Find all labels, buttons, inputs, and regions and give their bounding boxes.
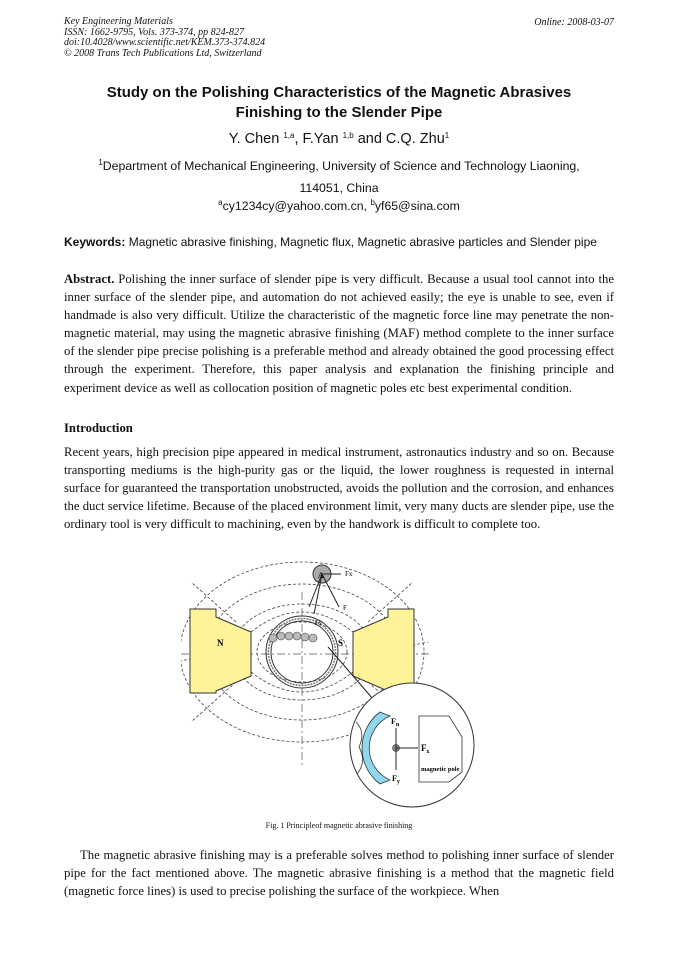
abrasive-particles bbox=[269, 632, 317, 642]
email-line bbox=[64, 199, 614, 213]
author-2-affil: 1,b bbox=[342, 131, 354, 140]
abstract-text: Polishing the inner surface of slender pipe is very difficult. Because a usual tool cannot into the inner surface of the slender pipe, and automation do not achieved easily; the eye is unable to see, even if handmade is also very difficult. Utilize the characteristic of the magnetic force line may penetrate the non-magnetic material, may using the magnetic abrasive finishing (MAF) method complete to the inner surface of the slender pipe precise polishing is a preferable method and already obtained the good processing effect through the experiment. Therefore, this paper analysis and explanation the finishing principle and experiment device as well as collocation position of magnetic poles etc best experimental condition. bbox=[64, 272, 614, 395]
email-b-marker: b bbox=[370, 198, 375, 207]
north-pole-magnet bbox=[190, 609, 251, 693]
introduction-text: Recent years, high precision pipe appeared in medical instrument, astronautics industry and so on. Because transporting mediums is the high-purity gas or the liquid, the lower roughness is requested in internal surface for guaranteed the transportation unobstructed, avoids the pollution and the corrosion, and enhances the duct service lifetime. Because of the placed environment limit, very many ducts are slender pipe, use the ordinary tool is very difficult to machining, even by the handwork is difficult to complete too. bbox=[64, 445, 614, 532]
figure-caption: Fig. 1 Principleof magnetic abrasive finishing bbox=[265, 821, 413, 830]
email-b[interactable]: yf65@sina.com bbox=[374, 199, 460, 213]
journal-name: Key Engineering Materials bbox=[64, 16, 173, 27]
label-fy: $F_y$ bbox=[392, 774, 400, 785]
title-line-2: Finishing to the Slender Pipe bbox=[235, 104, 443, 121]
introduction-heading: Introduction bbox=[64, 421, 133, 435]
label-fy-top: Fy bbox=[315, 619, 323, 627]
journal-header bbox=[64, 17, 265, 59]
issn-line: ISSN: 1662-9795, Vols. 373-374, pp 824-827 bbox=[64, 26, 244, 38]
email-a[interactable]: cy1234cy@yahoo.com.cn, bbox=[222, 199, 371, 213]
author-2: , F.Yan bbox=[294, 131, 339, 147]
label-n: N bbox=[217, 638, 224, 648]
label-fn: $F_n$ bbox=[391, 717, 400, 728]
label-fx: $F_x$ bbox=[421, 743, 430, 755]
label-f: F bbox=[343, 604, 347, 612]
doi-line: doi:10.4028/www.scientific.net/KEM.373-374.824 bbox=[64, 37, 266, 48]
abstract-label: Abstract. bbox=[64, 272, 115, 286]
keywords-label: Keywords: bbox=[64, 235, 126, 249]
affiliation-line-1 bbox=[64, 155, 614, 177]
affiliation bbox=[64, 155, 614, 199]
force-vectors bbox=[309, 574, 341, 614]
email-a-marker: a bbox=[218, 198, 223, 207]
label-s: S bbox=[338, 638, 344, 648]
author-list bbox=[64, 131, 614, 147]
title-line-1: Study on the Polishing Characteristics of the Magnetic Abrasives bbox=[106, 84, 572, 101]
label-fx-top: Fx bbox=[345, 570, 353, 578]
south-pole-magnet bbox=[353, 609, 414, 693]
paper-title bbox=[64, 83, 614, 123]
body-paragraph: The magnetic abrasive finishing may is a preferable solves method to polishing inner surface of slender pipe for the fact mentioned above. The magnetic abrasive finishing is a method that the magnetic field (magnetic force lines) is used to precise polishing the surface of the workpiece. When bbox=[64, 848, 614, 899]
author-3: and C.Q. Zhu bbox=[353, 131, 445, 147]
copyright-line: © 2008 Trans Tech Publications Ltd, Switzerland bbox=[64, 47, 262, 59]
label-magnetic-pole: magnetic pole bbox=[421, 766, 460, 773]
figure-magnetic-abrasive-finishing bbox=[181, 552, 481, 818]
author-3-affil: 1 bbox=[444, 131, 450, 140]
affiliation-text: Department of Mechanical Engineering, University of Science and Technology Liaoning, bbox=[102, 159, 580, 173]
online-date: Online: 2008-03-07 bbox=[534, 17, 614, 28]
keywords bbox=[64, 235, 614, 249]
affiliation-marker: 1 bbox=[98, 158, 103, 167]
affiliation-line-2: 114051, China bbox=[299, 181, 379, 195]
author-1: Y. Chen bbox=[228, 131, 280, 147]
abstract bbox=[64, 270, 614, 397]
keywords-text: Magnetic abrasive finishing, Magnetic flux, Magnetic abrasive particles and Slender pipe bbox=[125, 235, 597, 249]
author-1-affil: 1,a bbox=[283, 131, 295, 140]
label-a: A bbox=[318, 571, 324, 580]
